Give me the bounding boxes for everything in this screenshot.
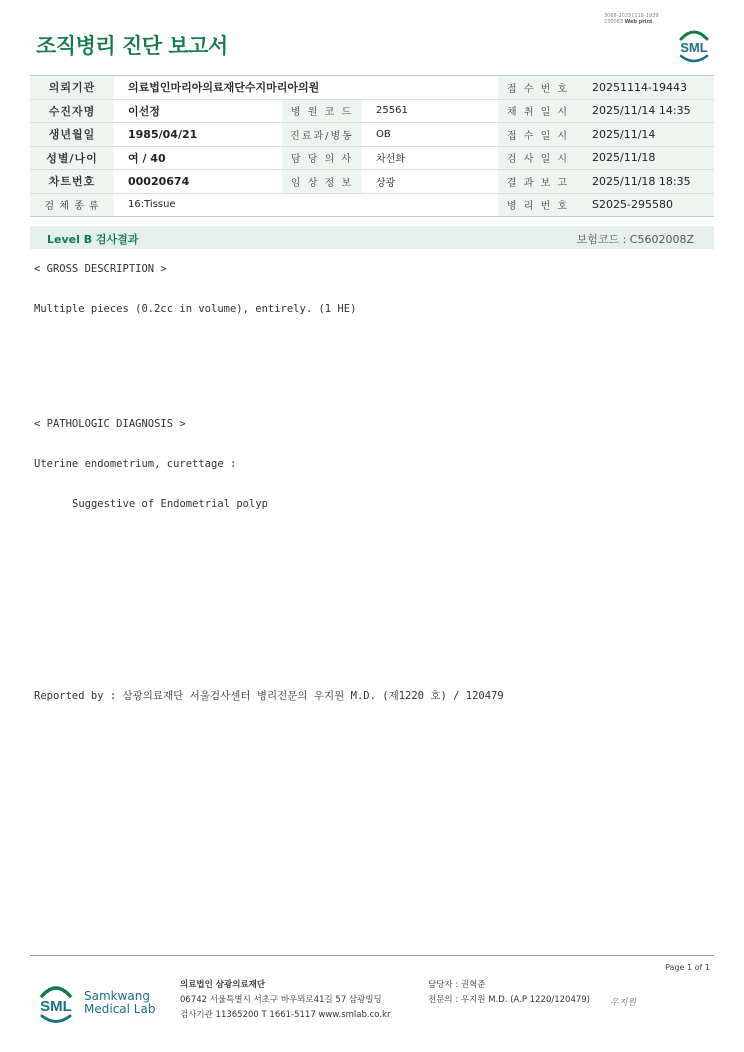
result-section-bar <box>30 226 714 249</box>
print-id <box>604 13 659 25</box>
sml-logo-icon <box>36 980 76 1026</box>
pathologic-diagnosis-heading: < PATHOLOGIC DIAGNOSIS > <box>34 418 186 430</box>
signature: 우지원 <box>610 998 637 1008</box>
hospital-code: 25561 <box>362 99 498 123</box>
logo-text: SML <box>680 40 708 55</box>
brand-line2: Medical Lab <box>84 1002 156 1016</box>
page-title: 조직병리 진단 보고서 <box>36 34 228 58</box>
info-row <box>30 170 714 194</box>
label-collection-date: 채 취 일 시 <box>498 99 578 123</box>
patient-name: 이선정 <box>114 99 282 123</box>
label-pathology-number: 병 리 번 호 <box>498 193 578 217</box>
patient-info-table <box>30 75 714 217</box>
label-hospital-code: 병 원 코 드 <box>282 99 362 123</box>
collection-date: 2025/11/14 14:35 <box>578 99 714 123</box>
footer-divider <box>30 955 714 956</box>
label-sex-age: 성별/나이 <box>30 146 114 170</box>
info-row <box>30 146 714 170</box>
sex-age: 여 / 40 <box>114 146 282 170</box>
label-receipt-number: 접 수 번 호 <box>498 76 578 100</box>
diagnosis-result: Suggestive of Endometrial polyp <box>72 498 268 510</box>
label-requesting-institution: 의뢰기관 <box>30 76 114 100</box>
insurance-code: 보험코드 : C5602008Z <box>576 233 694 246</box>
info-row <box>30 193 714 217</box>
section-title: Level B 검사결과 <box>47 233 139 246</box>
label-chart-number: 차트번호 <box>30 170 114 194</box>
print-id-line2: 230083 <box>604 19 624 25</box>
label-physician: 담 당 의 사 <box>282 146 362 170</box>
label-specimen-type: 검 체 종 류 <box>30 193 114 217</box>
chart-number: 00020674 <box>114 170 282 194</box>
reported-by: Reported by : 삼광의료재단 서울검사센터 병리전문의 우지원 M.D. (제1220 호) / 120479 <box>34 690 504 702</box>
brand-name <box>84 990 155 1016</box>
page-number: Page 1 of 1 <box>665 963 710 972</box>
footer-logo-text: SML <box>40 998 72 1015</box>
manager: 담당자 : 권혁준 <box>428 980 486 990</box>
label-clinical-info: 임 상 정 보 <box>282 170 362 194</box>
pathology-number: S2025-295580 <box>578 193 714 217</box>
department: OB <box>362 123 498 147</box>
gross-description-heading: < GROSS DESCRIPTION > <box>34 263 167 275</box>
birth-date: 1985/04/21 <box>114 123 282 147</box>
org-name: 의료법인 삼광의료재단 <box>180 980 266 990</box>
info-row <box>30 99 714 123</box>
label-birth-date: 생년월일 <box>30 123 114 147</box>
label-patient-name: 수진자명 <box>30 99 114 123</box>
specimen-type: 16:Tissue <box>114 193 498 217</box>
print-id-line1: 3068-20251118-1839 <box>604 13 659 19</box>
print-label: Web print <box>624 19 653 25</box>
staff-info <box>428 978 590 1008</box>
physician: 차선화 <box>362 146 498 170</box>
test-date: 2025/11/18 <box>578 146 714 170</box>
receipt-date: 2025/11/14 <box>578 123 714 147</box>
brand-line1: Samkwang <box>84 989 150 1003</box>
label-result-report: 결 과 보 고 <box>498 170 578 194</box>
diagnosis-site: Uterine endometrium, curettage : <box>34 458 237 470</box>
label-receipt-date: 접 수 일 시 <box>498 123 578 147</box>
gross-description-text: Multiple pieces (0.2cc in volume), entirely. (1 HE) <box>34 303 357 315</box>
clinical-info: 상광 <box>362 170 498 194</box>
specialist: 전문의 : 우지원 M.D. (A.P 1220/120479) <box>428 995 590 1005</box>
org-info <box>180 978 390 1023</box>
info-row <box>30 123 714 147</box>
org-address: 06742 서울특별시 서초구 바우뫼로41길 57 삼광빌딩 <box>180 995 382 1005</box>
label-department: 진료과/병동 <box>282 123 362 147</box>
receipt-number: 20251114-19443 <box>578 76 714 100</box>
sml-logo-icon <box>674 26 714 64</box>
org-contact: 검사기관 11365200 T 1661-5117 www.smlab.co.kr <box>180 1010 391 1020</box>
info-row <box>30 76 714 100</box>
result-report-date: 2025/11/18 18:35 <box>578 170 714 194</box>
requesting-institution: 의료법인마리아의료재단수지마리아의원 <box>114 76 498 100</box>
label-test-date: 검 사 일 시 <box>498 146 578 170</box>
